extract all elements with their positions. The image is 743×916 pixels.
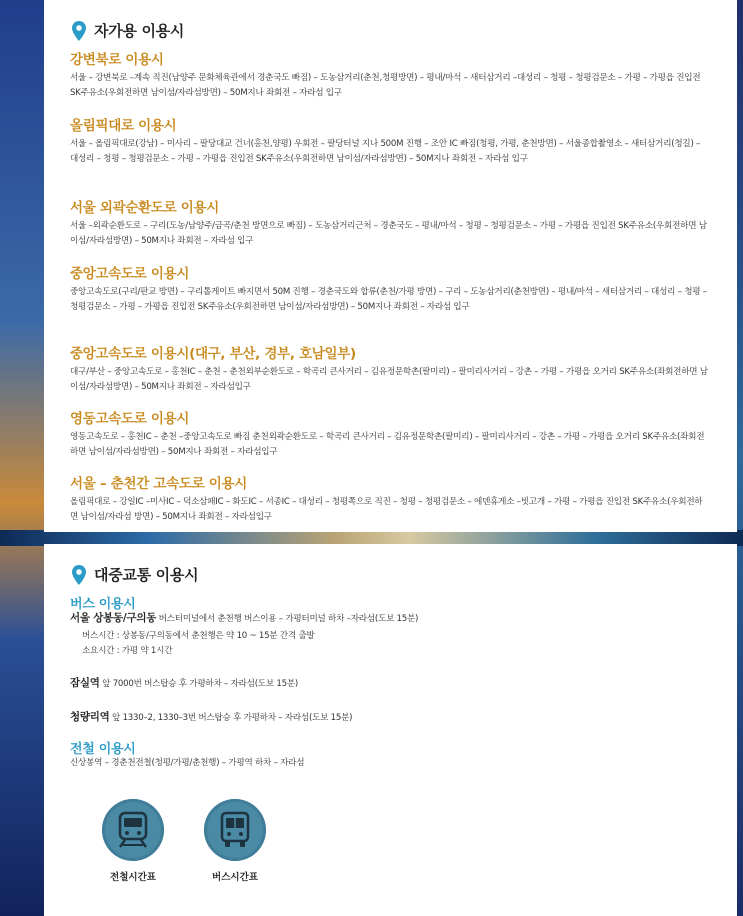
- jamsil-route: [70, 675, 298, 690]
- route-gangbyeon: [70, 48, 710, 101]
- cheongnyangni-station: 청량리역: [70, 711, 110, 723]
- route-title: 올림픽대로 이용시: [70, 118, 177, 134]
- route-description: 서울 – 강변북로 –계속 직진(남양주 문화체육관에서 경춘국도 빠짐) – 도농삼거리(춘천,청평방면) – 평내/마석 – 새터삼거리 –대성리 – 청평 – 청평검문소 – 가평 – 가평읍 진입전 SK주유소(우회전하면 남이섬/자라섬방면) – 50M지나 좌회전 – 자라섬 입구: [70, 73, 701, 98]
- route-jungang: [70, 262, 710, 315]
- jamsil-station: 잠실역: [70, 677, 100, 689]
- route-olympic: [70, 114, 710, 167]
- train-timetable-button[interactable]: [94, 799, 172, 883]
- route-description: 서울 –외곽순환도로 – 구리(도농/남양주/금곡/춘천 방면으로 빠짐) – 도농삼거리근처 – 경춘국도 – 평내/마석 – 청평 – 청평검문소 – 가평 – 가평읍 진입전 SK주유소(우회전하면 남이섬/자라섬방면) – 50M지나 좌회전 – 자라섬 입구: [70, 221, 707, 246]
- public-section-header: [72, 564, 198, 585]
- bus-route-text: 버스터미널에서 춘천행 버스이용 – 가평터미널 하차 –자라섬(도보 15분): [156, 614, 419, 624]
- bus-duration: 소요시간 : 가평 약 1시간: [82, 646, 173, 656]
- route-description: 영동고속도로 – 홍천IC – 춘천 –중앙고속도로 빠짐 춘천외곽순환도로 – 학곡리 큰사거리 – 김유정문학촌(팔미리) – 팔미리사거리 – 강촌 – 가평 – 가평읍 오거리 SK주유소(좌회전하면 남이섬/자라섬방면) – 50M지나 좌회전 – 자라섬입구: [70, 432, 705, 457]
- bus-interval: 버스시간 : 상봉동/구의동에서 춘천행은 약 10 ~ 15분 간격 출발: [82, 631, 315, 641]
- jamsil-route-text: 앞 7000번 버스탑승 후 가평하차 – 자라섬(도보 15분): [99, 679, 298, 689]
- map-pin-icon: [72, 565, 86, 585]
- bus-origin: 서울 상봉동/구의동: [70, 612, 157, 624]
- public-section-title: 대중교통 이용시: [94, 566, 199, 584]
- train-timetable-circle[interactable]: [102, 799, 164, 861]
- train-subtitle: 전철 이용시: [70, 742, 136, 757]
- train-icon: [117, 811, 149, 849]
- public-transport-card: [44, 544, 737, 916]
- route-description: 대구/부산 – 중앙고속도로 – 홍천IC – 춘천 – 춘천외부순환도로 – 학곡리 큰사거리 – 김유정문학촌(팔미리) – 팔미리사거리 – 강촌 – 가평 – 가평읍 오거리 SK주유소(좌회전하면 남이섬/자라섬방면) – 50M지나 좌회전 – 자라섬입구: [70, 367, 708, 392]
- route-title: 강변북로 이용시: [70, 52, 164, 68]
- left-background-art: [0, 0, 44, 916]
- route-title: 영동고속도로 이용시: [70, 411, 190, 427]
- car-section-title: 자가용 이용시: [94, 22, 185, 40]
- route-title: 서울 – 춘천간 고속도로 이용시: [70, 476, 247, 492]
- bus-timetable-button[interactable]: [196, 799, 274, 883]
- bus-icon: [219, 811, 251, 849]
- bus-timetable-circle[interactable]: [204, 799, 266, 861]
- train-timetable-label[interactable]: 전철시간표: [110, 872, 156, 883]
- bus-timetable-label[interactable]: 버스시간표: [212, 872, 258, 883]
- route-description: 중앙고속도로(구리/판교 방면) – 구리톨게이트 빠지면서 50M 진행 – 경춘국도와 합류(춘천/가평 방면) – 구리 – 도농삼거리(춘천방면) – 평내/마석 – 새터삼거리 – 대성리 – 청평 – 청평검문소 – 가평 – 가평읍 진입전 SK주유소(우회전하면 남이섬/자라섬방면) – 50M지나 좌회전 – 자라섬 입구: [70, 287, 707, 312]
- route-outer-ring: [70, 196, 710, 249]
- map-pin-icon: [72, 21, 86, 41]
- bus-subtitle: 버스 이용시: [70, 597, 136, 612]
- route-title: 서울 외곽순환도로 이용시: [70, 200, 219, 216]
- right-background-art: [737, 0, 743, 916]
- train-route: 신상봉역 – 경춘천전철(청평/가평/춘천행) – 가평역 하차 – 자라섬: [70, 758, 305, 768]
- route-description: 서울 – 올림픽대로(강남) – 미사리 – 팔당대교 건너(홍천,양평) 우회전 – 팔당터널 지나 500M 진행 – 조안 IC 빠짐(청평, 가평, 춘천방면) – 서울종합촬영소 – 새터삼거리(청길) – 대성리 – 청평 – 청평검문소 – 가평 – 가평읍 진입전 SK주유소(우회전하면 남이섬/자라섬방면) – 50M지나 좌회전 – 자라섬 입구: [70, 139, 701, 164]
- route-title: 중앙고속도로 이용시: [70, 266, 190, 282]
- cheongnyangni-route: [70, 709, 352, 724]
- bus-route-line: [70, 610, 418, 625]
- route-yeongdong: [70, 407, 710, 460]
- car-directions-card: [44, 0, 737, 532]
- car-section-header: [72, 20, 184, 41]
- cheongnyangni-route-text: 앞 1330–2, 1330–3번 버스탑승 후 가평하차 – 자라섬(도보 15분): [109, 713, 353, 723]
- route-seoul-chuncheon: [70, 472, 710, 525]
- route-title: 중앙고속도로 이용시(대구, 부산, 경부, 호남일부): [70, 346, 356, 362]
- route-jungang-south: [70, 342, 710, 395]
- route-description: 올림픽대로 – 강일IC –미사IC – 덕소삼패IC – 화도IC – 서종IC – 대성리 – 청평쪽으로 직진 – 청평 – 청평검문소 – 에덴휴게소 –빗고개 – 가평 – 가평읍 진입전 SK주유소(우회전하면 남이섬/자라섬 방면) – 50M지나 좌회전 – 자라섬입구: [70, 497, 703, 522]
